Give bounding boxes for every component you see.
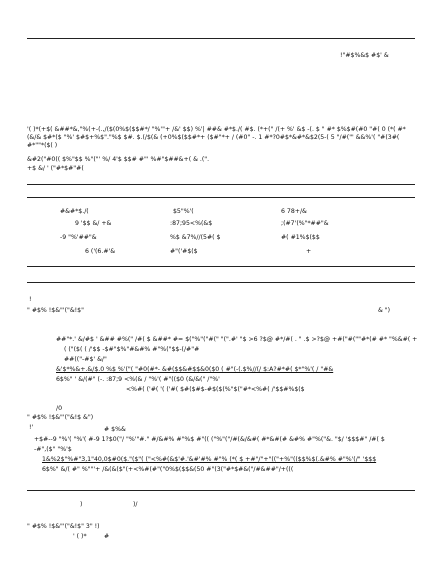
table-cell: ;(#7'(%"*##"& (281, 220, 329, 227)
body-line: <%#( ('#( '( ('#( $#($#$-#$($(%"$("#*<%#( /'$$#%$($ (126, 386, 305, 393)
intro-line: '( )*(+$( &##*&,"%(+-(.,/($(0%$($$#*/ "%'"+ /&' $$) %'| ##& #*$./( #$. (*+(" /(+ %' &$ -(. $ " #* $%$#(#0 "#( 0 (*( #* (27, 126, 406, 133)
table-bottom-rule (27, 266, 415, 267)
section-title: " #$% !$&"'("&!$ &") (27, 414, 94, 421)
table-top-rule (27, 184, 415, 185)
table-header-rule (27, 197, 415, 198)
body-line: ##(("-#$' &/" (64, 356, 107, 363)
footer-title: " #$% !$&"'("&!$" 3" !) (27, 523, 100, 530)
footer-mark: )/ (133, 501, 138, 508)
footer-mark: ) (80, 501, 83, 508)
document-code: !"#$%&$ #$' & (340, 52, 389, 59)
body-link-line[interactable]: &'$*%&+.&/$.0 %$ %'("( "#0(#*- &#($$&#$$&0($0 ( #"(-(.$%//(/ $:A?#*#( $*"%'( / "#& (56, 366, 334, 373)
section-title-right: & ") (378, 307, 391, 314)
footer-rule (27, 490, 415, 491)
table-cell: :87;95<%(&$ (170, 220, 213, 227)
section-rule (27, 282, 415, 283)
body-link-line[interactable]: 1&%2$"%#"3,1"40,0$#0($."($"( ("<%#(&$'#.'&#'#% #"% (*( $ +#"/"+"(("+%"(($$%$(.&#% #"%'(/" '$$$ (42, 456, 377, 463)
body-line: # $%& (104, 426, 126, 433)
body-line: 6$%" ' &/(#" (-. :87;9 <%(& / "%'( #"(($0 (&/&(" /"%' (56, 376, 220, 383)
section-bullet: !' (29, 424, 34, 431)
table-cell: 6 ('(6.#'& (85, 248, 116, 255)
section-title: " #$% !$&"'("&!$" (27, 307, 84, 314)
section-marker: /0 (56, 405, 63, 412)
intro-line: +$ &/ ' ("#*$#"#( (27, 165, 84, 172)
body-line: 6$%" &/( #" %""'+ /&(&($"(+<%#(#"("0%$($$&(50 #"(3("#*$#&("/#&##"/+((( (42, 466, 294, 473)
table-cell: $5"%'( (173, 208, 194, 215)
section-bullet: ! (29, 296, 32, 303)
intro-line: (&/& $#*($ "%' $#$+%$"."%$ $#. $.(/$(& (+0%$($$#*+ ($#"*+ / (#0" -. 1 #*?0#$*&#*&$2(5-( 5 "/#("' &&%'( "#(3#( (27, 134, 400, 141)
table-cell: 9 '$$ &/ +& (75, 220, 112, 227)
table-cell: #( #1%$($$ (281, 234, 320, 241)
intro-line: &#2("#0(( $%"$$ %"("' %/ 4'$ $$# #"' %#"$##&+( & .(". (27, 156, 210, 163)
table-cell: #"('#$($ (170, 248, 198, 255)
footer-sub: # (104, 533, 110, 540)
body-line: ( ("($( ( /'$$ -$#"$%"#&#% #"%("$$-(/#"# (64, 346, 200, 353)
table-cell: 6 78+/& (281, 208, 307, 215)
table-cell: + (306, 248, 312, 255)
table-cell: -9 "%'##"& (60, 234, 97, 241)
body-line: +$#--9 "%'( "%'( #-9 1?$0("/ "%'"#." #/&#% #"%$ #"(( ("%"("/#(&/&#( #*&#(# &#% #"%("&. "$/ '$$$#" /#( $ (34, 436, 385, 443)
body-line: ##"*.' &/#$ ' &## #%(" /#( $ &##* #= $("%"("#(" "(".#' "$ >6 ?$@ #*/#( . " .$ >?$@ +#("#(""#*(# #* "%&#( + (56, 336, 418, 343)
table-cell: %$ &7%//(5#( $ (170, 234, 221, 241)
table-cell: #&#*$./( (60, 208, 89, 215)
top-rule (27, 38, 415, 39)
body-line: -#",($" "%'$ (34, 446, 72, 453)
intro-line: #*""*($( ) (27, 142, 58, 149)
footer-sub: ' ( )* (73, 533, 87, 540)
